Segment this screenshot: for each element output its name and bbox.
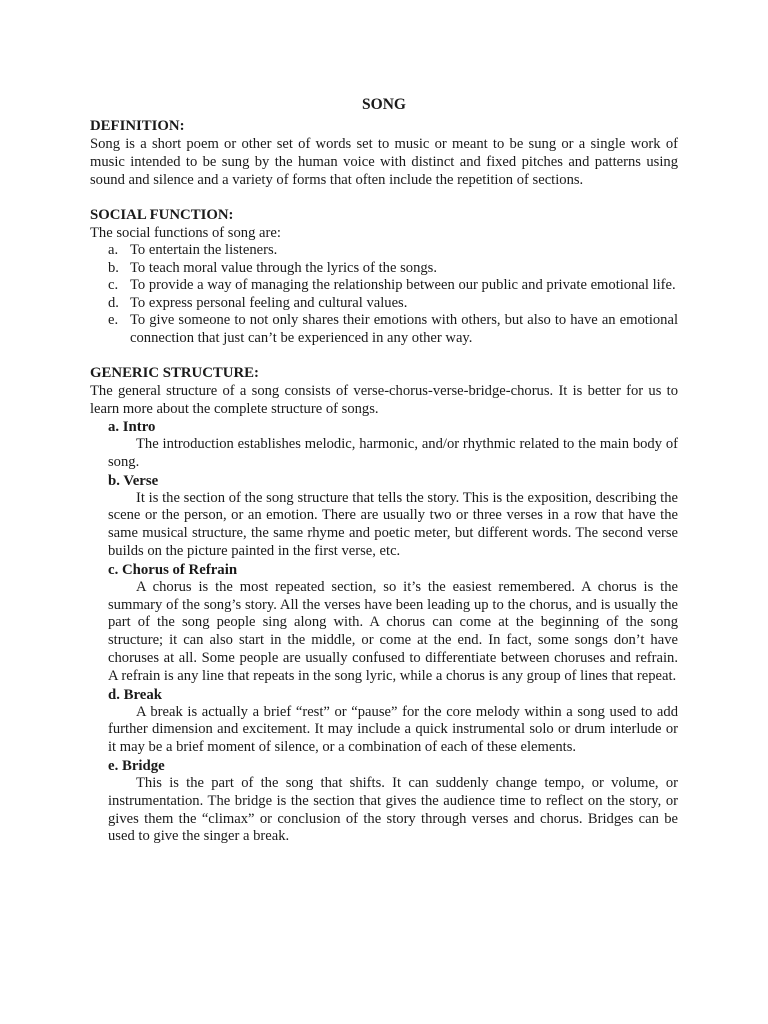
list-item-text: To entertain the listeners. [130,242,278,258]
generic-structure-intro: The general structure of a song consists of verse-chorus-verse-bridge-chorus. It is better for us to learn more about the complete structure of songs. [90,383,678,417]
list-item [108,277,678,295]
document-title: SONG [362,96,406,113]
break-heading: d. Break [108,686,162,703]
list-marker: a. [108,242,119,258]
chorus-heading: c. Chorus of Refrain [108,561,238,578]
list-item-text: To teach moral value through the lyrics of the songs. [130,259,437,276]
verse-text: It is the section of the song structure that tells the story. This is the exposition, describing the scene or the person, or an emotion. There are usually two or three verses in a row that have the same musical structure, the same rhyme and poetic meter, but different words. The second verse builds on the picture painted in the first verse, etc. [108,489,678,559]
document-body [90,96,678,846]
list-item-text: To give someone to not only shares their emotions with others, but also to have an emotional connection that just can’t be experienced in any other way. [130,312,678,346]
list-item [108,294,678,313]
bridge-text: This is the part of the song that shifts. It can suddenly change tempo, or volume, or instrumentation. The bridge is the section that gives the audience time to reflect on the story, or gives them the “climax” or conclusion of the story through verses and chorus. Bridges can be used to give the singer a break. [108,774,678,845]
generic-structure-heading: GENERIC STRUCTURE: [90,365,259,381]
chorus-text: A chorus is the most repeated section, so it’s the easiest remembered. A chorus is the summary of the song’s story. All the verses have been leading up to the chorus, and is usually the part of the song people sing along with. A chorus can come at the beginning of the song structure; it can also start in the middle, or come at the end. In fact, some songs don’t have choruses at all. Some people are usually confused to differentiate between choruses and refrain. A refrain is any line that repeats in the song lyric, while a chorus is any group of lines that repeat. [108,578,678,684]
list-marker: e. [108,312,119,328]
list-item [108,259,678,278]
verse-heading: b. Verse [108,472,159,489]
list-item-text: To provide a way of managing the relationship between our public and private emotional life. [130,277,676,293]
break-text: A break is actually a brief “rest” or “pause” for the core melody within a song used to add further dimension and excitement. It may include a quick instrumental solo or drum interlude or it may be a brief moment of silence, or a combination of each of these elements. [108,703,678,756]
list-marker: b. [108,259,119,276]
social-function-list [90,242,678,347]
definition-text: Song is a short poem or other set of words set to music or meant to be sung or a single work of music intended to be sung by the human voice with distinct and fixed pitches and patterns using sound and silence and a variety of forms that often include the repetition of sections. [90,136,678,188]
list-item [108,312,678,347]
list-item [108,242,678,260]
structure-sections [90,418,678,846]
list-marker: d. [108,294,119,311]
intro-heading: a. Intro [108,419,156,435]
definition-heading: DEFINITION: [90,118,185,134]
list-item-text: To express personal feeling and cultural values. [130,294,408,311]
bridge-heading: e. Bridge [108,757,165,774]
section-spacer [90,189,678,206]
section-spacer [90,347,678,364]
social-function-intro: The social functions of song are: [90,225,281,241]
intro-text: The introduction establishes melodic, harmonic, and/or rhythmic related to the main body of song. [108,436,678,470]
list-marker: c. [108,277,119,293]
social-function-heading: SOCIAL FUNCTION: [90,207,234,223]
